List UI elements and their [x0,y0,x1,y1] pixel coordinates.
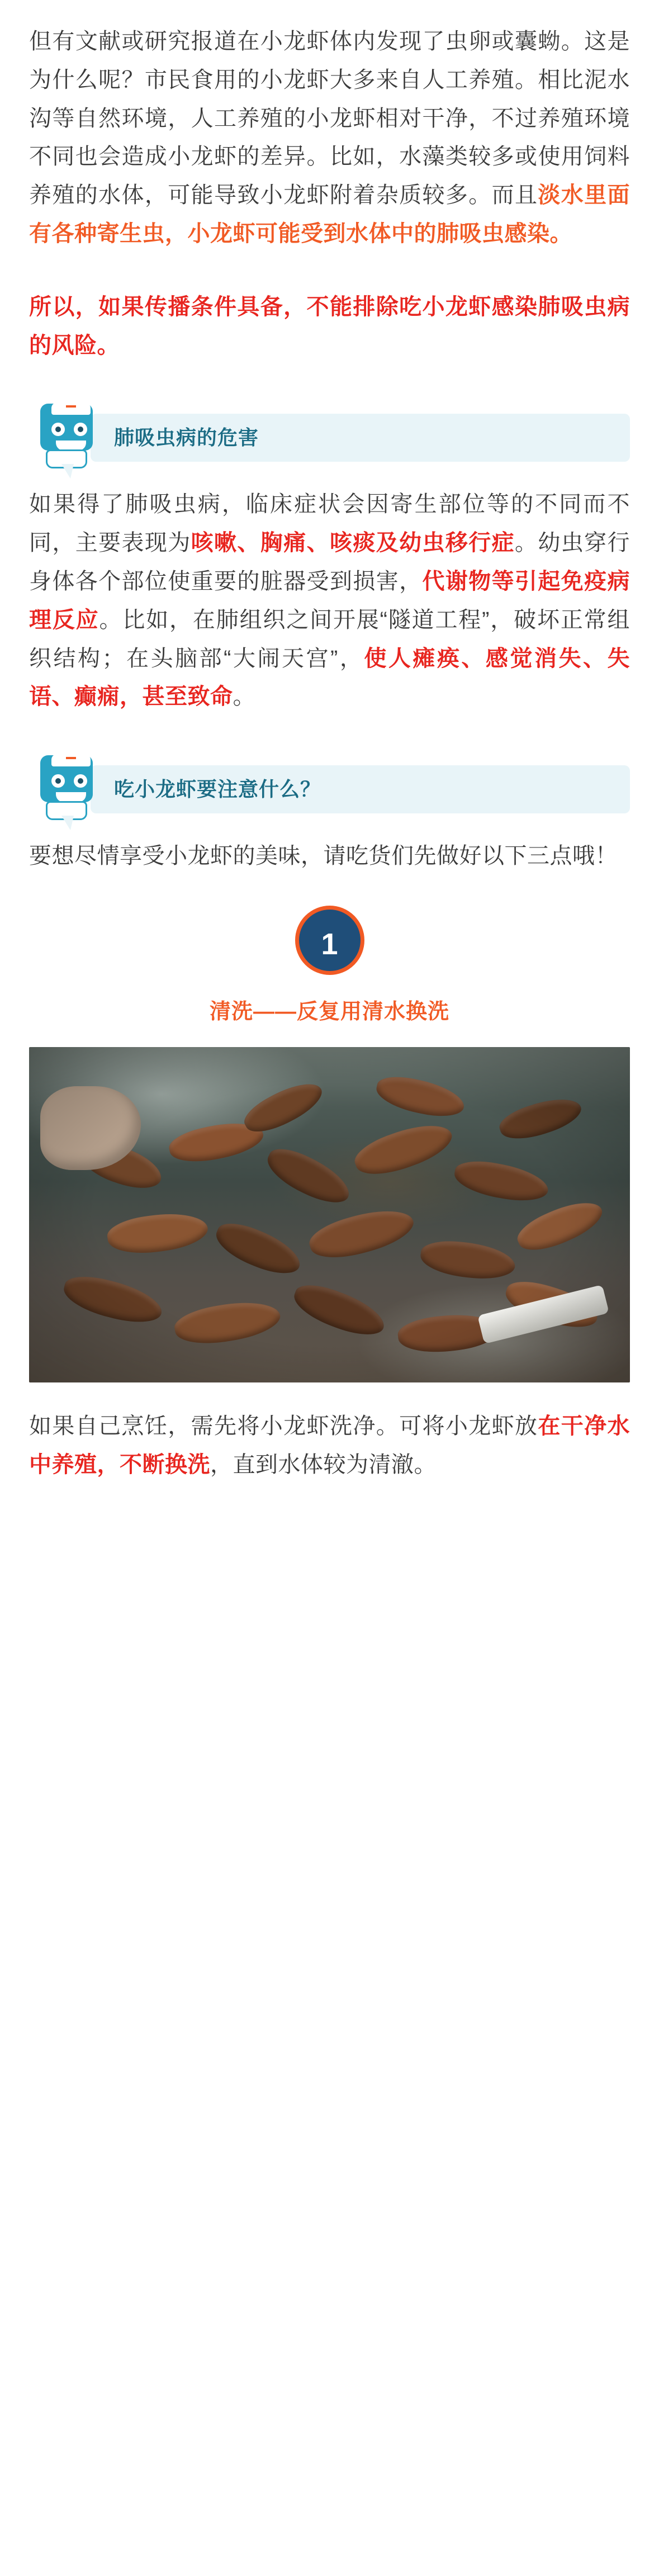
doctor-mascot-icon [36,753,97,822]
paragraph-harm [29,485,630,716]
photo-vignette [29,1047,630,1382]
section-title-notice: 吃小龙虾要注意什么？ [114,778,321,801]
section-header-harm [29,401,630,485]
wash-text-2: ，直到水体较为清澈。 [210,1452,437,1477]
harm-highlight-2: 代谢物等引起免疫病理反应 [29,569,630,632]
mascot-eye-left [51,423,65,436]
paragraph-conclusion [29,288,630,365]
harm-highlight-1: 咳嗽、胸痛、咳痰及幼虫移行症 [191,531,515,556]
mascot-eye-right [74,423,87,436]
step-number-wrap [29,906,630,975]
spacer [29,364,630,399]
harm-highlight-3: 使人瘫痪、感觉消失、失语、癫痫，甚至致命 [29,646,630,709]
mascot-eye-right [74,774,87,788]
spacer [29,716,630,751]
notice-text: 要想尽情享受小龙虾的美味，请吃货们先做好以下三点哦！ [29,844,618,869]
paragraph-notice [29,837,630,875]
doctor-mascot-icon [36,401,97,471]
conclusion-text: 所以，如果传播条件具备，不能排除吃小龙虾感染肺吸虫病的风险。 [29,294,630,358]
harm-text-1: 如果得了肺吸虫病，临床症状会因寄生部位等的不同而不同，主要表现为 [29,492,630,556]
mascot-head [40,755,93,802]
mascot-eye-left [51,774,65,788]
harm-text-4: 。 [233,684,255,709]
step-number-badge: 1 [295,906,364,975]
section-title-harm: 肺吸虫病的危害 [114,426,259,449]
paragraph-wash [29,1407,630,1484]
intro-text: 但有文献或研究报道在小龙虾体内发现了虫卵或囊蚴。这是为什么呢？市民食用的小龙虾大多来自人工养殖。相比泥水沟等自然环境，人工养殖的小龙虾相对干净，不过养殖环境不同也会造成小龙虾的差异。比如，水藻类较多或使用饲料养殖的水体，可能导致小龙虾附着杂质较多。而且 [29,29,630,208]
step-title: 清洗——反复用清水换洗 [209,1000,449,1024]
crayfish-washing-photo [29,1047,630,1382]
wash-highlight: 在干净水中养殖，不断换洗 [29,1413,630,1477]
paragraph-intro [29,22,630,253]
mascot-cap [51,402,91,415]
section-header-notice [29,753,630,837]
spacer [29,253,630,288]
intro-highlight: 淡水里面有各种寄生虫，小龙虾可能受到水体中的肺吸虫感染。 [29,183,630,246]
harm-text-2: 。幼虫穿行身体各个部位使重要的脏器受到损害， [29,531,630,594]
mascot-head [40,404,93,451]
mascot-cap [51,754,91,766]
bubble-tail [61,816,74,830]
harm-text-3: 。比如，在肺组织之间开展“隧道工程”，破坏正常组织结构；在头脑部“大闹天宫”， [29,607,630,671]
bubble-tail [61,464,74,479]
wash-text-1: 如果自己烹饪，需先将小龙虾洗净。可将小龙虾放 [29,1413,538,1438]
